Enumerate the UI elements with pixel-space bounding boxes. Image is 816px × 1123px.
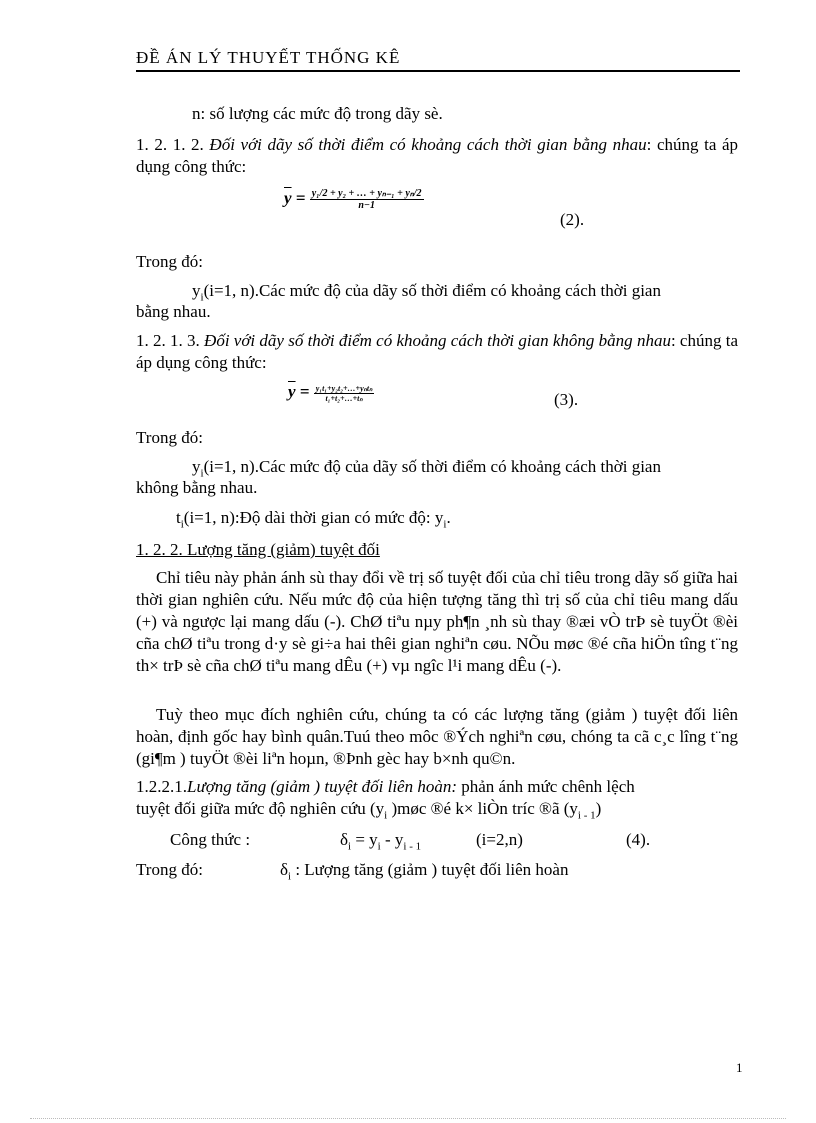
- line-n-definition: n: số lượng các mức độ trong dãy sè.: [192, 104, 443, 123]
- yi-definition-2: $y_i(i=1$, n).Các mức độ của dãy số thời điểm có khoảng cách thời gian: [192, 457, 661, 480]
- section-1212: [136, 134, 738, 178]
- header-title: ĐỀ ÁN LÝ THUYẾT THỐNG KÊ: [136, 48, 401, 67]
- section-rest: : chúng ta áp dụng công thức:: [136, 135, 739, 176]
- footer-divider: [30, 1118, 786, 1119]
- formula-2-label: (2).: [560, 210, 585, 229]
- paragraph-1: Chỉ tiêu này phản ánh sù thay đổi về trị số tuyệt đối của chỉ tiêu trong dãy số giữa hai thời gian nghiên cứu. Nếu mức độ của hiện tượng tăng thì trị số của chỉ tiêu mang dấu (+) và ngược lại mang dấu (-). ChØ tiªu nµy ph¶n ¸nh sù thay ®æi vÒ trÞ sè tuyÖt ®èi cña chØ tiªu trong d·y sè gi÷a hai thêi gian nghiªn cøu. NÕu møc ®é cña hiÖn tîng t¨ng th× trÞ sè cña chØ tiªu mang dÊu (+) vµ ngîc l¹i mang dÊu (-).: [136, 568, 738, 675]
- section-1213: 1. 2. 1. 3. Đối với dãy số thời điểm có khoảng cách thời gian không bằng nhau: chúng ta áp dụng công thức:: [136, 331, 739, 372]
- formula-denominator: n−1: [358, 200, 375, 211]
- section-title: Đối với dãy số thời điểm có khoảng cách thời gian bằng nhau: [209, 135, 647, 154]
- trong-do-label: Trong đó:: [136, 860, 203, 879]
- formula-4-label: (4).: [626, 830, 651, 849]
- section-number: 1. 2. 1. 2.: [136, 135, 204, 154]
- header-divider: [136, 70, 740, 72]
- page-number: 1: [736, 1060, 743, 1075]
- cong-thuc-label: Công thức :: [170, 830, 251, 849]
- formula-3-label: (3).: [554, 390, 579, 409]
- yi-definition-1: $y_i(i=1$, n).Các mức độ của dãy số thời điểm có khoảng cách thời gian: [192, 281, 661, 304]
- yi-definition-2-cont: không bằng nhau.: [136, 478, 258, 497]
- formula-4: $\delta_i = y_i - y_{i - 1}$: [340, 830, 422, 853]
- section-12221: 1.2.2.1.Lượng tăng (giảm ) tuyệt đối liên hoàn: phản ánh mức chênh lệch tuyệt đối giữa mức độ nghiên cứu ($y_i$ )møc ®é k× liÒn tríc ®ã $(y_{i - 1})$: [136, 777, 635, 822]
- formula-2: $\overline{y}$ = $\frac{\text{y₁/2 + y₂ + … + yₙ₋₁ + yₙ/2}}{n-1}$: [284, 188, 422, 211]
- formula-3: $\overline{y}$ = $\frac{\text{y₁t₁+y₂t₂+…+yₙtₙ}}{\text{t₁+t₂+…+tₙ}}$: [288, 382, 373, 403]
- ti-definition: $t_i(i=1$, n):Độ dài thời gian có mức độ: $y_i$.: [176, 508, 451, 531]
- trong-do-label: Trong đó:: [136, 252, 203, 271]
- delta-definition: $\delta_i$ : Lượng tăng (giảm ) tuyệt đối liên hoàn: [280, 860, 569, 883]
- formula-ybar: $\overline{y}$: [284, 188, 292, 208]
- trong-do-label: Trong đó:: [136, 428, 203, 447]
- formula-fraction: [310, 188, 424, 211]
- formula-numerator: y₁/2 + y₂ + … + yₙ₋₁ + yₙ/2: [311, 188, 422, 199]
- section-122-heading: 1. 2. 2. Lượng tăng (giảm) tuyệt đối: [136, 540, 380, 559]
- yi-definition-1-cont: bằng nhau.: [136, 302, 211, 321]
- formula-4-range: (i=2,n): [476, 830, 523, 849]
- paragraph-2: Tuỳ theo mục đích nghiên cứu, chúng ta có các lượng tăng (giảm ) tuyệt đối liên hoàn, định gốc hay bình quân.Tuú theo môc ®Ých nghiªn cøu, chóng ta cã c¸c lîng t¨ng (gi¶m ) tuyÖt ®èi liªn hoµn, ®Þnh gèc hay b×nh qu©n.: [136, 705, 738, 768]
